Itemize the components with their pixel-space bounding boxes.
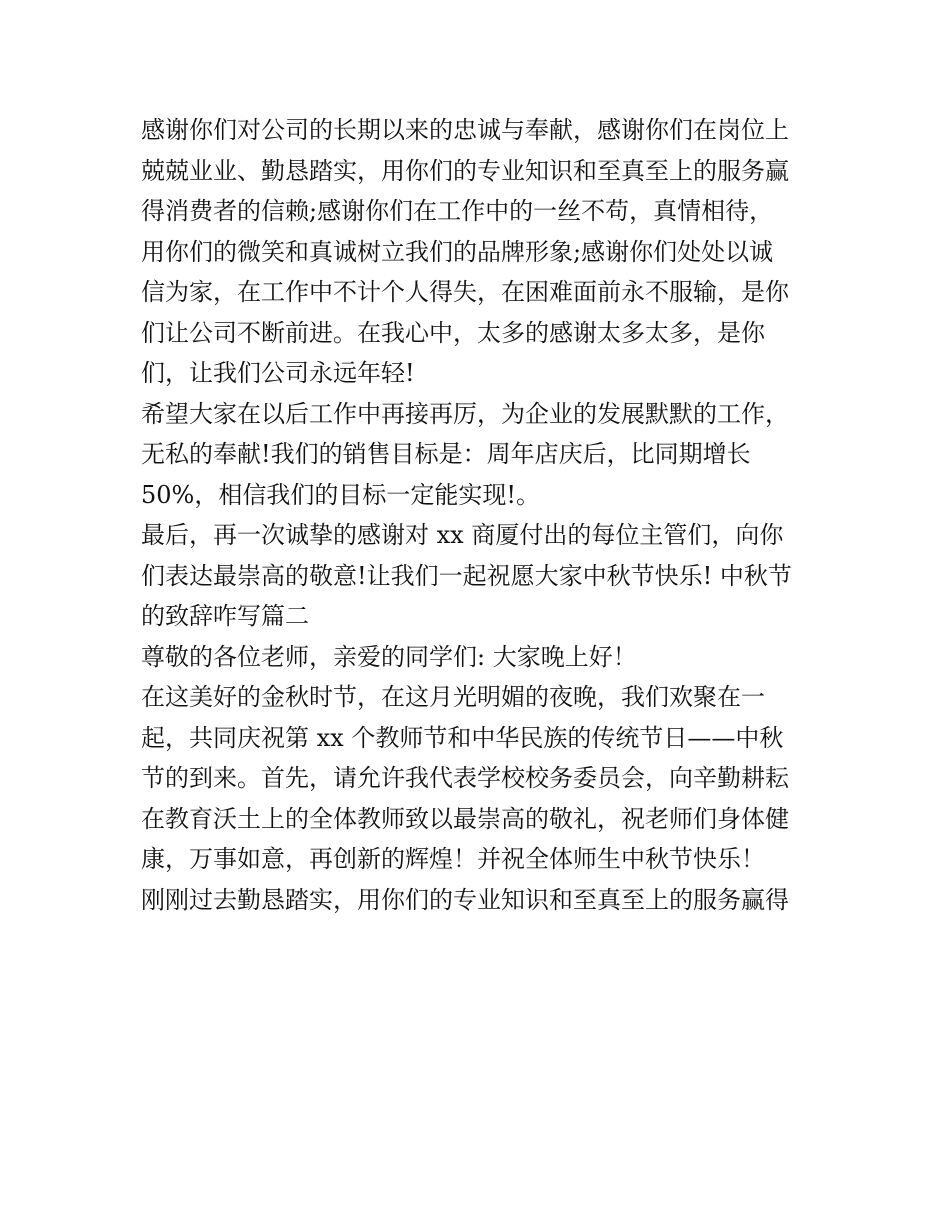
text-line: 节的到来。首先，请允许我代表学校校务委员会，向辛勤耕耘 [141, 764, 789, 792]
text-line: 信为家，在工作中不计个人得失，在困难面前永不服输，是你 [141, 278, 789, 306]
text-line: 最后，再一次诚挚的感谢对 xx 商厦付出的每位主管们，向你 [141, 521, 784, 549]
text-line: 希望大家在以后工作中再接再厉，为企业的发展默默的工作， [141, 399, 789, 428]
text-line: 刚刚过去勤恳踏实，用你们的专业知识和至真至上的服务赢得 [141, 885, 789, 914]
text-line: 尊敬的各位老师，亲爱的同学们: 大家晚上好！ [141, 642, 637, 671]
text-line: 50%，相信我们的目标一定能实现!。 [141, 480, 540, 509]
text-line: 起，共同庆祝第 xx 个教师节和中华民族的传统节日——中秋 [141, 723, 784, 752]
text-line: 无私的奉献!我们的销售目标是：周年店庆后，比同期增长 [141, 440, 751, 468]
text-line: 们表达最崇高的敬意!让我们一起祝愿大家中秋节快乐! 中秋节 [141, 561, 792, 590]
text-line: 感谢你们对公司的长期以来的忠诚与奉献，感谢你们在岗位上 [141, 116, 789, 144]
text-line: 得消费者的信赖;感谢你们在工作中的一丝不苟，真情相待， [141, 197, 774, 225]
text-line: 康，万事如意，再创新的辉煌！并祝全体师生中秋节快乐！ [141, 845, 765, 873]
text-line: 在这美好的金秋时节，在这月光明媚的夜晚，我们欢聚在一 [141, 683, 765, 711]
text-line: 兢兢业业、勤恳踏实，用你们的专业知识和至真至上的服务赢 [141, 156, 789, 185]
section-heading: 的致辞咋写篇二 [141, 602, 309, 630]
text-line: 们，让我们公司永远年轻! [141, 359, 415, 387]
text-line: 在教育沃土上的全体教师致以最崇高的敬礼，祝老师们身体健 [141, 804, 789, 833]
text-line: 用你们的微笑和真诚树立我们的品牌形象;感谢你们处处以诚 [141, 237, 774, 266]
body-text [141, 110, 821, 920]
text-line: 们让公司不断前进。在我心中，太多的感谢太多太多，是你 [141, 318, 765, 347]
